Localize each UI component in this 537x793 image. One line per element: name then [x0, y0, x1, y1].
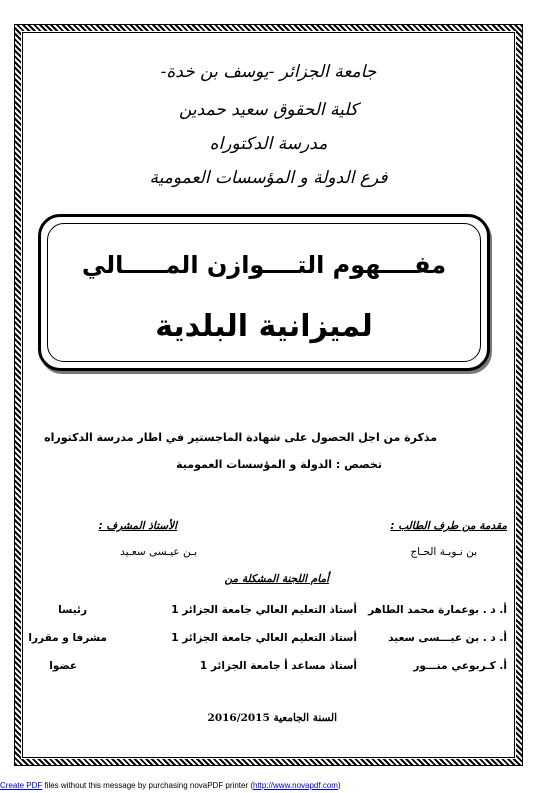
academic-year: السنة الجامعية 2016/2015 — [207, 712, 337, 724]
doctoral-school: مدرسة الدكتوراه — [209, 134, 328, 154]
committee-label: أمام اللجنة المشكلة من — [224, 573, 329, 585]
branch-name: فرع الدولة و المؤسسات العمومية — [149, 168, 388, 188]
committee-member-role: رئيسا — [58, 604, 87, 616]
committee-member-title: أستاذ التعليم العالي جامعة الجزائر 1 — [171, 632, 357, 644]
committee-member-title: أستاذ مساعد أ جامعة الجزائر 1 — [199, 660, 357, 672]
memo-purpose: مذكرة من اجل الحصول على شهادة الماجستير في اطار مدرسة الدكتوراه — [44, 431, 437, 444]
committee-member-name: أ. د . بن عيـــسى سعيد — [388, 632, 507, 644]
committee-member-name: أ. كـربوعي منـــور — [413, 660, 507, 672]
committee-member-role: مشرفا و مقررا — [28, 632, 107, 644]
footer-end: ) — [337, 781, 341, 790]
student-label: مقدمة من طرف الطالب : — [390, 520, 507, 532]
pdf-footer — [0, 781, 341, 790]
create-pdf-link[interactable]: Create PDF — [0, 781, 43, 790]
title-line-2: لميزانية البلدية — [155, 309, 373, 344]
university-name: جامعة الجزائر -يوسف بن خدة- — [160, 62, 377, 82]
supervisor-name: بـن عيـسى سعـيد — [120, 546, 197, 558]
committee-member-role: عضوا — [49, 660, 77, 672]
memo-specialty: تخصص : الدولة و المؤسسات العمومية — [176, 458, 382, 471]
committee-member-name: أ. د . بوعمارة محمد الطاهر — [368, 604, 507, 616]
committee-member-title: أستاذ التعليم العالي جامعة الجزائر 1 — [171, 604, 357, 616]
supervisor-label: الأستاذ المشرف : — [98, 520, 177, 532]
footer-text: files without this message by purchasing novaPDF printer ( — [42, 781, 253, 790]
title-box — [38, 214, 490, 371]
novapdf-link[interactable]: http://www.novapdf.com — [253, 781, 338, 790]
title-line-1: مفــــهوم التــــوازن المـــــالي — [81, 251, 447, 279]
faculty-name: كلية الحقوق سعيد حمدين — [178, 100, 359, 120]
student-name: بن نـوبـة الحـاج — [410, 546, 477, 558]
